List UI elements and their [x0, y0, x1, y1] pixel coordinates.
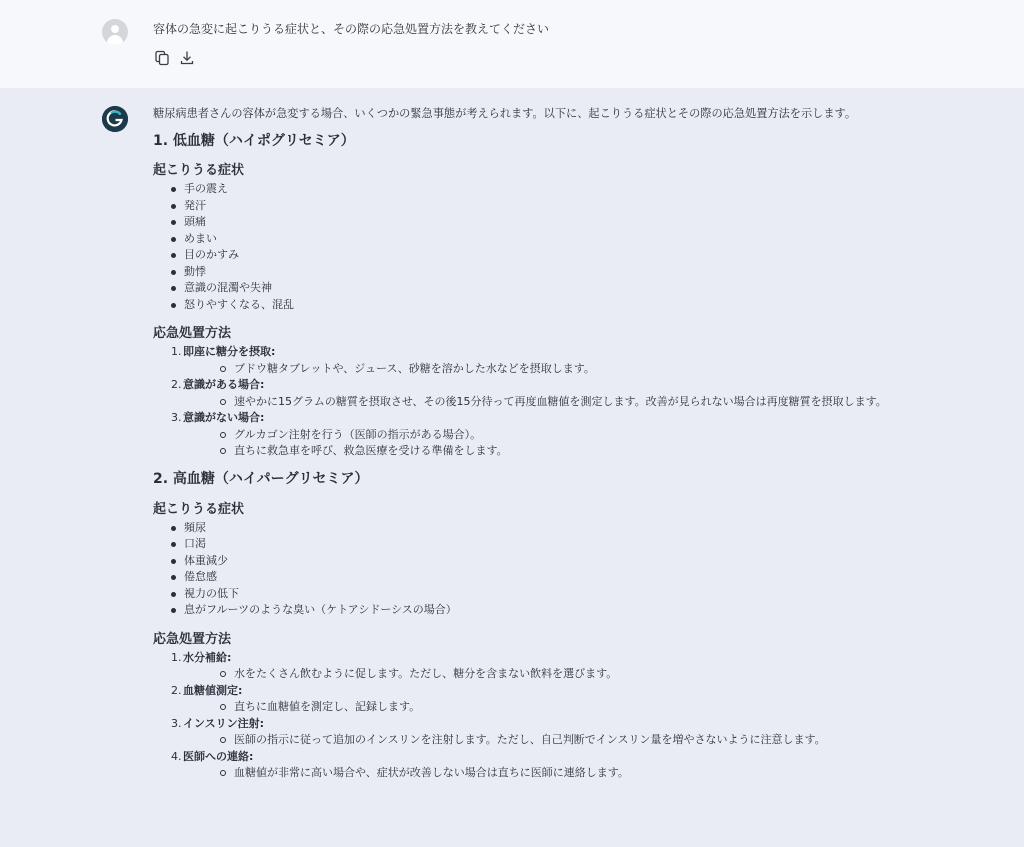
list-item: 目のかすみ — [153, 247, 993, 264]
step-item — [153, 716, 993, 749]
step-number: 2. — [171, 683, 182, 697]
step-number: 2. — [171, 378, 182, 391]
step-detail: 血糖値が非常に高い場合や、症状が改善しない場合は直ちに医師に連絡します。 — [171, 765, 993, 782]
step-number: 1. — [171, 345, 182, 358]
step-detail: グルカゴン注射を行う（医師の指示がある場合）。 — [171, 427, 993, 444]
step-title: 医師への連絡: — [183, 749, 254, 763]
step-title: 即座に糖分を摂取: — [183, 345, 276, 358]
list-item: 意識の混濁や失神 — [153, 280, 993, 297]
list-item: めまい — [153, 231, 993, 248]
step-detail: 速やかに15グラムの糖質を摂取させ、その後15分待って再度血糖値を測定します。改善が見られない場合は再度糖質を摂取します。 — [171, 394, 993, 411]
step-number: 3. — [171, 411, 182, 424]
treatment-heading: 応急処置方法 — [153, 631, 232, 647]
step-item — [153, 344, 993, 377]
section-title: 1. 低血糖（ハイポグリセミア） — [153, 133, 355, 149]
step-title: インスリン注射: — [183, 716, 265, 730]
step-detail: 水をたくさん飲むように促します。ただし、糖分を含まない飲料を選びます。 — [171, 666, 993, 683]
list-item: 倦怠感 — [153, 569, 993, 586]
treatment-steps — [153, 650, 993, 782]
step-number: 4. — [171, 749, 182, 763]
symptoms-heading: 起こりうる症状 — [153, 501, 245, 517]
step-number: 1. — [171, 650, 182, 664]
step-title: 意識がある場合: — [183, 378, 265, 391]
user-message-text: 容体の急変に起こりうる症状と、その際の応急処置方法を教えてください — [153, 22, 550, 36]
symptoms-heading: 起こりうる症状 — [153, 163, 245, 178]
treatment-steps — [153, 344, 993, 460]
user-message-block — [0, 0, 1024, 88]
list-item: 視力の低下 — [153, 586, 993, 603]
step-detail: 直ちに血糖値を測定し、記録します。 — [171, 699, 993, 716]
section-title: 2. 高血糖（ハイパーグリセミア） — [153, 470, 369, 487]
treatment-heading: 応急処置方法 — [153, 326, 232, 341]
list-item: 息がフルーツのような臭い（ケトアシドーシスの場合） — [153, 602, 993, 619]
step-item — [153, 683, 993, 716]
user-avatar — [102, 19, 128, 45]
assistant-answer — [153, 106, 993, 782]
list-item: 体重減少 — [153, 553, 993, 570]
symptoms-list — [153, 520, 993, 619]
list-item: 口渇 — [153, 536, 993, 553]
step-title: 血糖値測定: — [183, 683, 243, 697]
list-item: 動悸 — [153, 264, 993, 281]
step-item — [153, 749, 993, 782]
step-item — [153, 377, 993, 410]
assistant-avatar — [102, 106, 128, 132]
copy-icon[interactable] — [153, 49, 171, 67]
list-item: 頻尿 — [153, 520, 993, 537]
step-item — [153, 410, 993, 460]
step-detail: 医師の指示に従って追加のインスリンを注射します。ただし、自己判断でインスリン量を増やさないように注意します。 — [171, 732, 993, 749]
step-title: 水分補給: — [183, 650, 232, 664]
step-detail: 直ちに救急車を呼び、救急医療を受ける準備をします。 — [171, 443, 993, 460]
step-number: 3. — [171, 716, 182, 730]
list-item: 怒りやすくなる、混乱 — [153, 297, 993, 314]
assistant-logo-icon — [102, 106, 128, 132]
list-item: 頭痛 — [153, 214, 993, 231]
list-item: 手の震え — [153, 181, 993, 198]
step-item — [153, 650, 993, 683]
symptoms-list — [153, 181, 993, 313]
answer-intro: 糖尿病患者さんの容体が急変する場合、いくつかの緊急事態が考えられます。以下に、起こりうる症状とその際の応急処置方法を示します。 — [153, 107, 857, 120]
step-title: 意識がない場合: — [183, 411, 265, 424]
download-icon[interactable] — [178, 49, 196, 67]
step-detail: ブドウ糖タブレットや、ジュース、砂糖を溶かした水などを摂取します。 — [171, 361, 993, 378]
list-item: 発汗 — [153, 198, 993, 215]
